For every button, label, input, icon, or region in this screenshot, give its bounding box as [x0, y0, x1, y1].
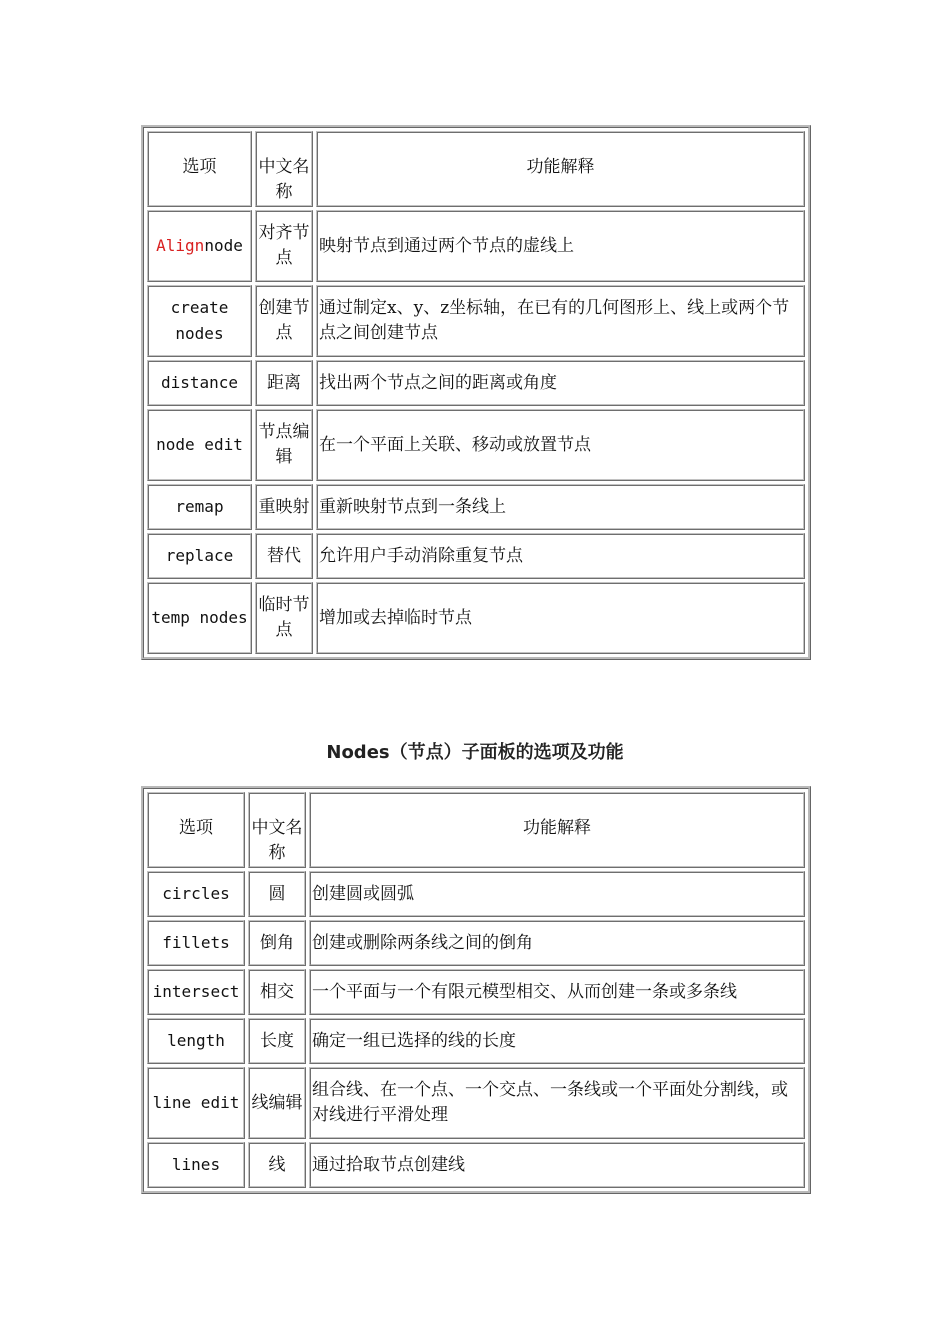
- option-text: node: [204, 236, 243, 255]
- header-description: 功能解释: [316, 131, 805, 207]
- table-row: [147, 871, 805, 917]
- table-row: [147, 533, 805, 579]
- header-description: 功能解释: [309, 792, 805, 868]
- table-row: [147, 969, 805, 1015]
- chinese-name-cell: 圆: [248, 871, 306, 917]
- chinese-name-cell: 线编辑: [248, 1067, 306, 1139]
- description-cell: 通过拾取节点创建线: [309, 1142, 805, 1188]
- option-text: line edit: [152, 1093, 240, 1112]
- option-text: replace: [165, 546, 234, 565]
- description-cell: 一个平面与一个有限元模型相交、从而创建一条或多条线: [309, 969, 805, 1015]
- option-text: lines: [171, 1155, 221, 1174]
- chinese-name-cell: 线: [248, 1142, 306, 1188]
- table-caption: Nodes（节点）子面板的选项及功能: [326, 742, 624, 763]
- table-row: [147, 1067, 805, 1139]
- table-row: [147, 1142, 805, 1188]
- option-cell: [147, 1142, 245, 1188]
- table-row: [147, 920, 805, 966]
- chinese-name-cell: 替代: [255, 533, 313, 579]
- table-row: [147, 409, 805, 481]
- description-cell: 允许用户手动消除重复节点: [316, 533, 805, 579]
- option-text: temp nodes: [151, 608, 248, 627]
- chinese-name-cell: 创建节点: [255, 285, 313, 357]
- option-text: intersect: [152, 982, 240, 1001]
- option-cell: [147, 484, 252, 530]
- chinese-name-cell: 节点编辑: [255, 409, 313, 481]
- header-chinese-name: 中文名称: [248, 792, 306, 868]
- chinese-name-cell: 倒角: [248, 920, 306, 966]
- option-cell: [147, 360, 252, 406]
- table-row: [147, 210, 805, 282]
- header-chinese-name: 中文名称: [255, 131, 313, 207]
- chinese-name-cell: 临时节点: [255, 582, 313, 654]
- chinese-name-cell: 长度: [248, 1018, 306, 1064]
- option-cell: [147, 582, 252, 654]
- options-table-2: [141, 786, 811, 1194]
- option-accent-text: Align: [156, 236, 205, 255]
- header-option: 选项: [147, 131, 252, 207]
- description-cell: 找出两个节点之间的距离或角度: [316, 360, 805, 406]
- description-cell: 创建圆或圆弧: [309, 871, 805, 917]
- description-cell: 映射节点到通过两个节点的虚线上: [316, 210, 805, 282]
- description-cell: 确定一组已选择的线的长度: [309, 1018, 805, 1064]
- description-cell: 创建或删除两条线之间的倒角: [309, 920, 805, 966]
- table-header-row: [147, 131, 805, 207]
- description-cell: 重新映射节点到一条线上: [316, 484, 805, 530]
- option-text: circles: [162, 884, 230, 903]
- option-cell: [147, 1018, 245, 1064]
- option-text: distance: [160, 373, 239, 392]
- description-cell: 组合线、在一个点、一个交点、一条线或一个平面处分割线，或对线进行平滑处理: [309, 1067, 805, 1139]
- option-text: fillets: [162, 933, 230, 952]
- table-row: [147, 360, 805, 406]
- option-text: length: [167, 1031, 225, 1050]
- option-cell: [147, 1067, 245, 1139]
- table-row: [147, 285, 805, 357]
- options-table-1: [141, 125, 811, 660]
- chinese-name-cell: 重映射: [255, 484, 313, 530]
- option-cell: [147, 409, 252, 481]
- table-header-row: [147, 792, 805, 868]
- option-cell: [147, 210, 252, 282]
- option-text: create nodes: [170, 298, 229, 343]
- table-row: [147, 582, 805, 654]
- option-cell: [147, 920, 245, 966]
- description-cell: 增加或去掉临时节点: [316, 582, 805, 654]
- chinese-name-cell: 对齐节点: [255, 210, 313, 282]
- chinese-name-cell: 距离: [255, 360, 313, 406]
- option-text: node edit: [156, 435, 243, 454]
- option-cell: [147, 285, 252, 357]
- table-row: [147, 1018, 805, 1064]
- table-row: [147, 484, 805, 530]
- chinese-name-cell: 相交: [248, 969, 306, 1015]
- option-cell: [147, 969, 245, 1015]
- option-cell: [147, 533, 252, 579]
- header-option: 选项: [147, 792, 245, 868]
- option-text: remap: [175, 497, 224, 516]
- option-cell: [147, 871, 245, 917]
- description-cell: 通过制定x、y、z坐标轴，在已有的几何图形上、线上或两个节点之间创建节点: [316, 285, 805, 357]
- description-cell: 在一个平面上关联、移动或放置节点: [316, 409, 805, 481]
